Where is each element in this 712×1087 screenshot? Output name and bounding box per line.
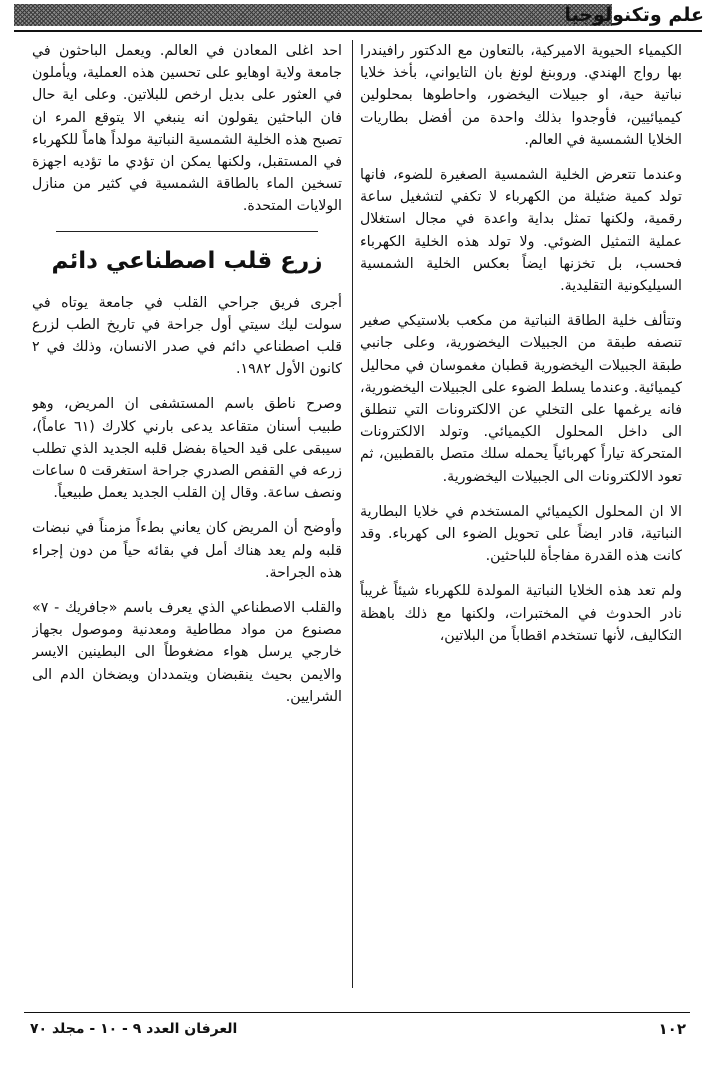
paragraph: وتتألف خلية الطاقة النباتية من مكعب بلاستيكي صغير تنصفه طبقة من الجبيلات اليخضورية، وعلى جانبي طبقة الجبيلات اليخضورية قطبان مغموسان في محاليل كيميائية. وعندما يسلط الضوء على الجبيلات اليخضورية، فانه يرغمها على التخلي عن الالكترونات التي تنطلق الى داخل المحلول الكيميائي. وتولد الالكترونات المتحركة تياراً كهربائياً يحمله سلك متصل بالقطبين، ثم تعود الالكترونات الى الجبيلات اليخضورية. [360, 313, 682, 485]
header-rule [14, 30, 702, 32]
paragraph: والقلب الاصطناعي الذي يعرف باسم «جافريك - ٧» مصنوع من مواد مطاطية ومعدنية وموصول بجهاز خارجي يرسل هواء مضغوطاً الى البطينين الايسر والايمن بحيث ينقبضان ويتمددان ويضخان الدم الى الشرايين. [32, 600, 342, 705]
paragraph: أجرى فريق جراحي القلب في جامعة يوتاه في سولت ليك سيتي أول جراحة في تاريخ الطب لزرع قلب اصطناعي دائم في صدر الانسان، وذلك في ٢ كانون الأول ١٩٨٢. [32, 294, 342, 378]
right-column [360, 40, 682, 990]
paragraph: وعندما تتعرض الخلية الشمسية الصغيرة للضوء، فانها تولد كمية ضئيلة من الكهرباء لا تكفي لتشغيل ساعة رقمية، ولكنها تمثل بداية واعدة في مجال استغلال عملية التمثيل الضوئي. ولا تولد هذه الخلية الكهرباء فحسب، بل تخزنها ايضاً بعكس الخلية الشمسية السيليكونية التقليدية. [360, 167, 682, 295]
page-number: ١٠٢ [658, 1020, 686, 1038]
section-title: علم وتكنولوجيا [564, 4, 704, 26]
column-divider [352, 40, 353, 988]
left-column [32, 40, 342, 990]
paragraph: الا ان المحلول الكيميائي المستخدم في خلايا البطارية النباتية، قادر ايضاً على تحويل الضوء الى كهرباء. وقد كانت هذه القدرة مفاجأة للباحثين. [360, 503, 682, 565]
paragraph: وصرح ناطق باسم المستشفى ان المريض، وهو طبيب أسنان متقاعد يدعى بارني كلارك (٦١ عاماً)، سيبقى على قيد الحياة بفضل قلبه الجديد الذي تطلب زرعه في القفص الصدري جراحة استغرقت ٥ ساعات ونصف ساعة. وقال إن القلب الجديد يعمل طبيعياً. [32, 396, 342, 502]
article-separator [56, 231, 318, 232]
paragraph: وأوضح أن المريض كان يعاني بطءاً مزمناً في نبضات قلبه ولم يعد هناك أمل في بقائه حياً من دون إجراء هذه الجراحة. [32, 520, 342, 581]
header-hatched-band [14, 4, 612, 26]
paragraph: ولم تعد هذه الخلايا النباتية المولدة للكهرباء شيئاً غريباً نادر الحدوث في المختبرات، ولكنها مع ذلك باهظة التكاليف، لأنها تستخدم اقطاباً من البلاتين، [360, 583, 682, 644]
article-title: زرع قلب اصطناعي دائم [51, 247, 323, 274]
footer-rule [24, 1012, 690, 1013]
paragraph: الكيمياء الحيوية الاميركية، بالتعاون مع الدكتور رافيندرا بها رواج الهندي. وروبنغ لونغ بان التايواني، بأخذ خلايا نباتية حية، او جبيلات اليخضور، واحاطوها بمحلولين كيميائيين، فأوجدوا بذلك واحدة من أفضل بطاريات الخلايا الشمسية في العالم. [360, 43, 682, 148]
paragraph-continued: احد اغلى المعادن في العالم. ويعمل الباحثون في جامعة ولاية اوهايو على تحسين هذه العملية، ويأملون في العثور على بديل ارخص للبلاتين. وعلى اية حال فان الباحثين يقولون انه ينبغي الا يتوقع المرء ان تصبح هذه الخلية الشمسية النباتية مولداً هاماً للكهرباء في المستقبل، ولكنها يمكن ان تؤدي ما تؤديه اجهزة تسخين الماء بالطاقة الشمسية في كثير من منازل الولايات المتحدة. [32, 43, 342, 215]
footer-issue-info: العرفان العدد ٩ - ١٠ - مجلد ٧٠ [30, 1021, 238, 1037]
